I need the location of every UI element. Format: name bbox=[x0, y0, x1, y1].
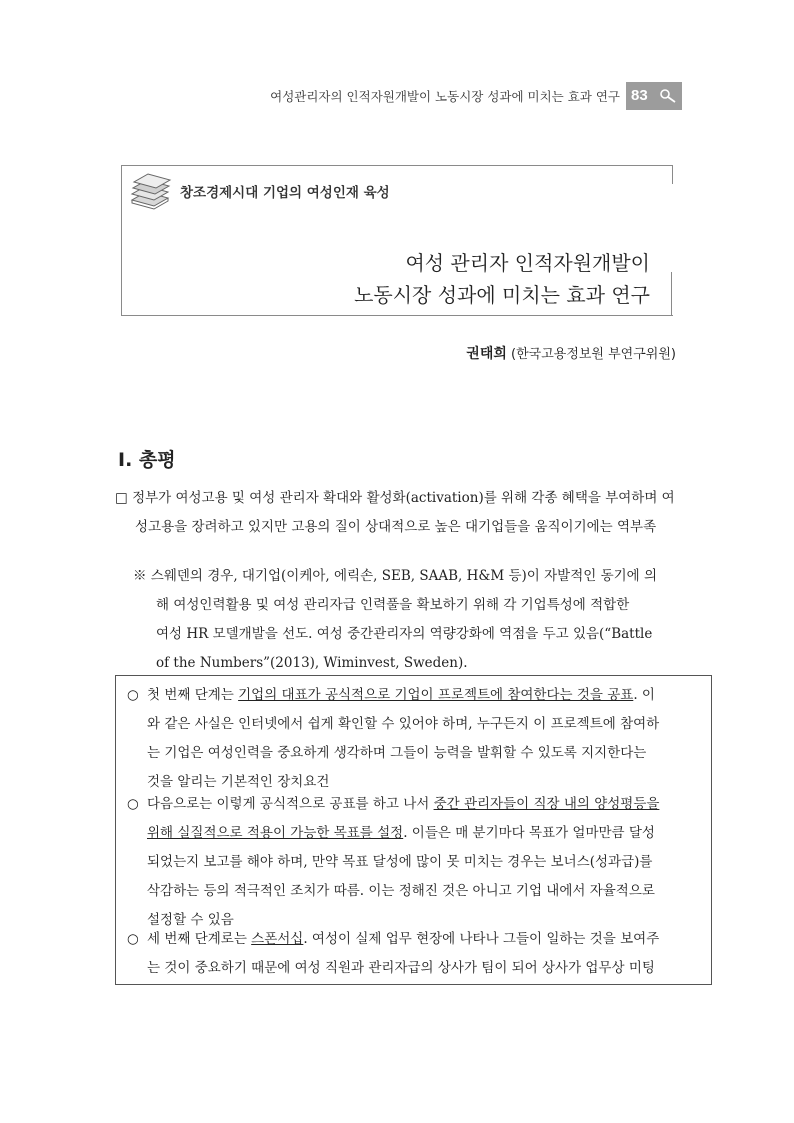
step-emphasis: 중간 관리자들이 직장 내의 양성평등을 bbox=[433, 796, 660, 812]
step-emphasis: 스폰서십 bbox=[251, 931, 304, 947]
step-text: 다음으로는 이렇게 공식적으로 공표를 하고 나서 bbox=[147, 796, 434, 812]
step-line: 는 기업은 여성인력을 중요하게 생각하며 그들이 능력을 발휘할 수 있도록 지지한다는 bbox=[147, 745, 647, 761]
step-item-2 bbox=[127, 790, 659, 935]
section-heading: Ⅰ. 총평 bbox=[118, 449, 176, 471]
paragraph-line: 해 여성인력활용 및 여성 관리자급 인력풀을 확보하기 위해 각 기업특성에 적합한 bbox=[156, 597, 630, 613]
paragraph-line: of the Numbers”(2013), Wiminvest, Sweden). bbox=[156, 655, 468, 671]
series-title: 창조경제시대 기업의 여성인재 육성 bbox=[180, 185, 390, 201]
step-emphasis: 위해 실질적으로 적용이 가능한 목표를 설정 bbox=[147, 825, 404, 841]
note-bullet: ※ bbox=[133, 568, 147, 584]
page-number: 83 bbox=[631, 87, 648, 104]
article-title-line1: 여성 관리자 인적자원개발이 bbox=[405, 251, 650, 275]
author-line bbox=[330, 343, 676, 363]
step-item-1 bbox=[127, 681, 659, 797]
step-text: 첫 번째 단계는 bbox=[147, 687, 239, 703]
step-line: 것을 알리는 기본적인 장치요건 bbox=[147, 774, 330, 790]
step-line: 는 것이 중요하기 때문에 여성 직원과 관리자급의 상사가 팀이 되어 상사가 업무상 미팅 bbox=[147, 960, 655, 976]
circle-bullet: ○ bbox=[127, 796, 139, 812]
step-line: 설정할 수 있음 bbox=[147, 912, 234, 928]
running-header: 여성관리자의 인적자원개발이 노동시장 성과에 미치는 효과 연구 bbox=[270, 89, 620, 104]
title-box-right-border bbox=[671, 272, 672, 315]
step-item-3 bbox=[127, 925, 659, 983]
paragraph-text: 정부가 여성고용 및 여성 관리자 확대와 활성화(activation)를 위해 각종 혜택을 부여하며 여 bbox=[132, 490, 675, 506]
step-text: . 이 bbox=[633, 687, 655, 703]
article-title bbox=[300, 247, 650, 311]
paragraph-note bbox=[133, 562, 657, 678]
step-line bbox=[127, 925, 659, 954]
paragraph-line bbox=[133, 562, 657, 591]
step-line: 되었는지 보고를 해야 하며, 만약 목표 달성에 많이 못 미치는 경우는 보너스(성과급)를 bbox=[147, 854, 653, 870]
books-icon bbox=[128, 170, 172, 214]
step-text: . 여성이 실제 업무 현장에 나타나 그들이 일하는 것을 보여주 bbox=[303, 931, 660, 947]
page-number-tab bbox=[626, 82, 682, 110]
step-line: 와 같은 사실은 인터넷에서 쉽게 확인할 수 있어야 하며, 누구든지 이 프로젝트에 참여하 bbox=[147, 716, 660, 732]
author-name: 권태희 bbox=[466, 346, 507, 362]
step-line bbox=[127, 790, 659, 819]
step-text: 세 번째 단계로는 bbox=[147, 931, 252, 947]
paragraph-line: 성고용을 장려하고 있지만 고용의 질이 상대적으로 높은 대기업들을 움직이기에는 역부족 bbox=[135, 519, 657, 535]
circle-bullet: ○ bbox=[127, 687, 139, 703]
paragraph-summary bbox=[115, 484, 675, 542]
step-emphasis: 기업의 대표가 공식적으로 기업이 프로젝트에 참여한다는 것을 공표 bbox=[238, 687, 634, 703]
step-line bbox=[127, 819, 659, 848]
paragraph-text: 스웨덴의 경우, 대기업(이케아, 에릭손, SEB, SAAB, H&M 등)이 자발적인 동기에 의 bbox=[150, 568, 658, 584]
paragraph-line bbox=[115, 484, 675, 513]
article-title-line2: 노동시장 성과에 미치는 효과 연구 bbox=[354, 283, 650, 307]
step-line bbox=[127, 681, 659, 710]
circle-bullet: ○ bbox=[127, 931, 139, 947]
author-affiliation: (한국고용정보원 부연구위원) bbox=[511, 347, 676, 362]
step-text: . 이들은 매 분기마다 목표가 얼마만큼 달성 bbox=[403, 825, 655, 841]
paragraph-line: 여성 HR 모델개발을 선도. 여성 중간관리자의 역량강화에 역점을 두고 있음(“Battle bbox=[156, 626, 653, 642]
magnifier-icon bbox=[659, 88, 677, 108]
step-line: 삭감하는 등의 적극적인 조치가 따름. 이는 정해진 것은 아니고 기업 내에서 자율적으로 bbox=[147, 883, 655, 899]
square-bullet: □ bbox=[115, 490, 128, 506]
